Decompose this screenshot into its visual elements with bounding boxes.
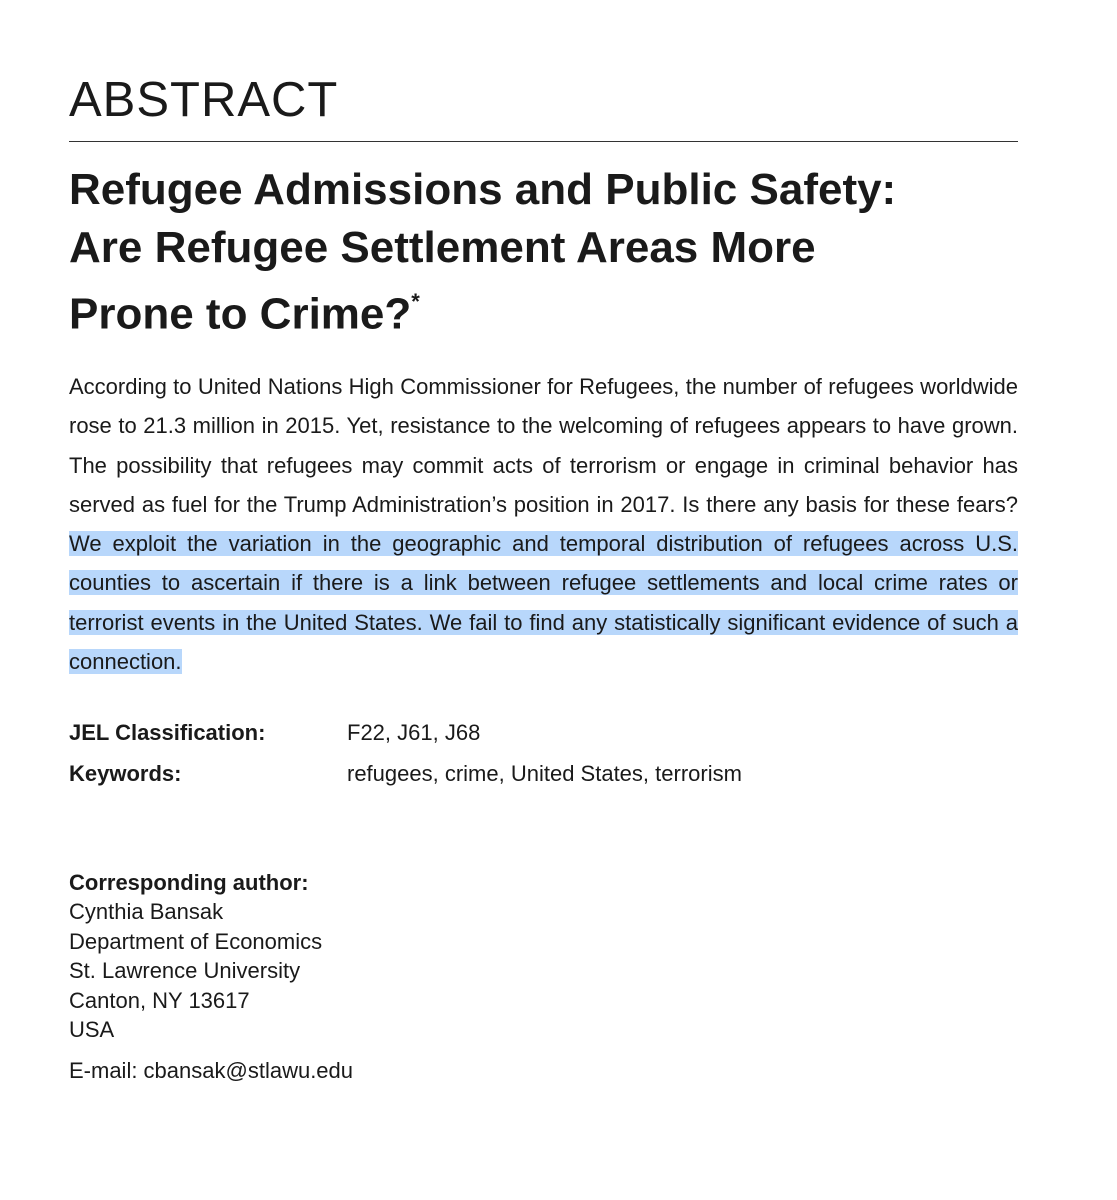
author-city: Canton, NY 13617 xyxy=(69,987,250,1013)
paper-title xyxy=(69,161,1018,344)
keywords-value: refugees, crime, United States, terrorism xyxy=(347,761,742,786)
author-university: St. Lawrence University xyxy=(69,958,301,984)
jel-value: F22, J61, J68 xyxy=(347,720,481,745)
keywords-label: Keywords: xyxy=(69,761,182,786)
corresponding-author-label: Corresponding author: xyxy=(69,870,309,895)
author-department: Department of Economics xyxy=(69,928,323,954)
abstract-selected-text[interactable]: We exploit the variation in the geographic and temporal distribution of refugees across U.S. counties to ascertain if there is a link between refugee settlements and local crime rates or terrorist events in the United States. We fail to find any statistically significant evidence of such a connection. xyxy=(69,531,1018,675)
jel-label: JEL Classification: xyxy=(69,720,266,745)
author-country: USA xyxy=(69,1017,115,1043)
title-line-2: Are Refugee Settlement Areas More xyxy=(69,223,816,272)
corresponding-author-block xyxy=(69,868,322,1044)
abstract-text[interactable] xyxy=(69,367,1018,681)
divider-rule xyxy=(69,141,1018,142)
author-name: Cynthia Bansak xyxy=(69,899,224,925)
abstract-plain-text[interactable]: According to United Nations High Commissioner for Refugees, the number of refugees worldwide rose to 21.3 million in 2015. Yet, resistance to the welcoming of refugees appears to have grown. The possibility that refugees may commit acts of terrorism or engage in criminal behavior has served as fuel for the Trump Administration’s position in 2017. Is there any basis for these fears? xyxy=(69,374,1018,517)
section-label: ABSTRACT xyxy=(69,73,339,127)
title-line-3: Prone to Crime? xyxy=(69,289,412,339)
title-footnote-mark: * xyxy=(411,289,420,314)
author-email[interactable]: E-mail: cbansak@stlawu.edu xyxy=(69,1058,354,1083)
title-line-1: Refugee Admissions and Public Safety: xyxy=(69,165,897,214)
